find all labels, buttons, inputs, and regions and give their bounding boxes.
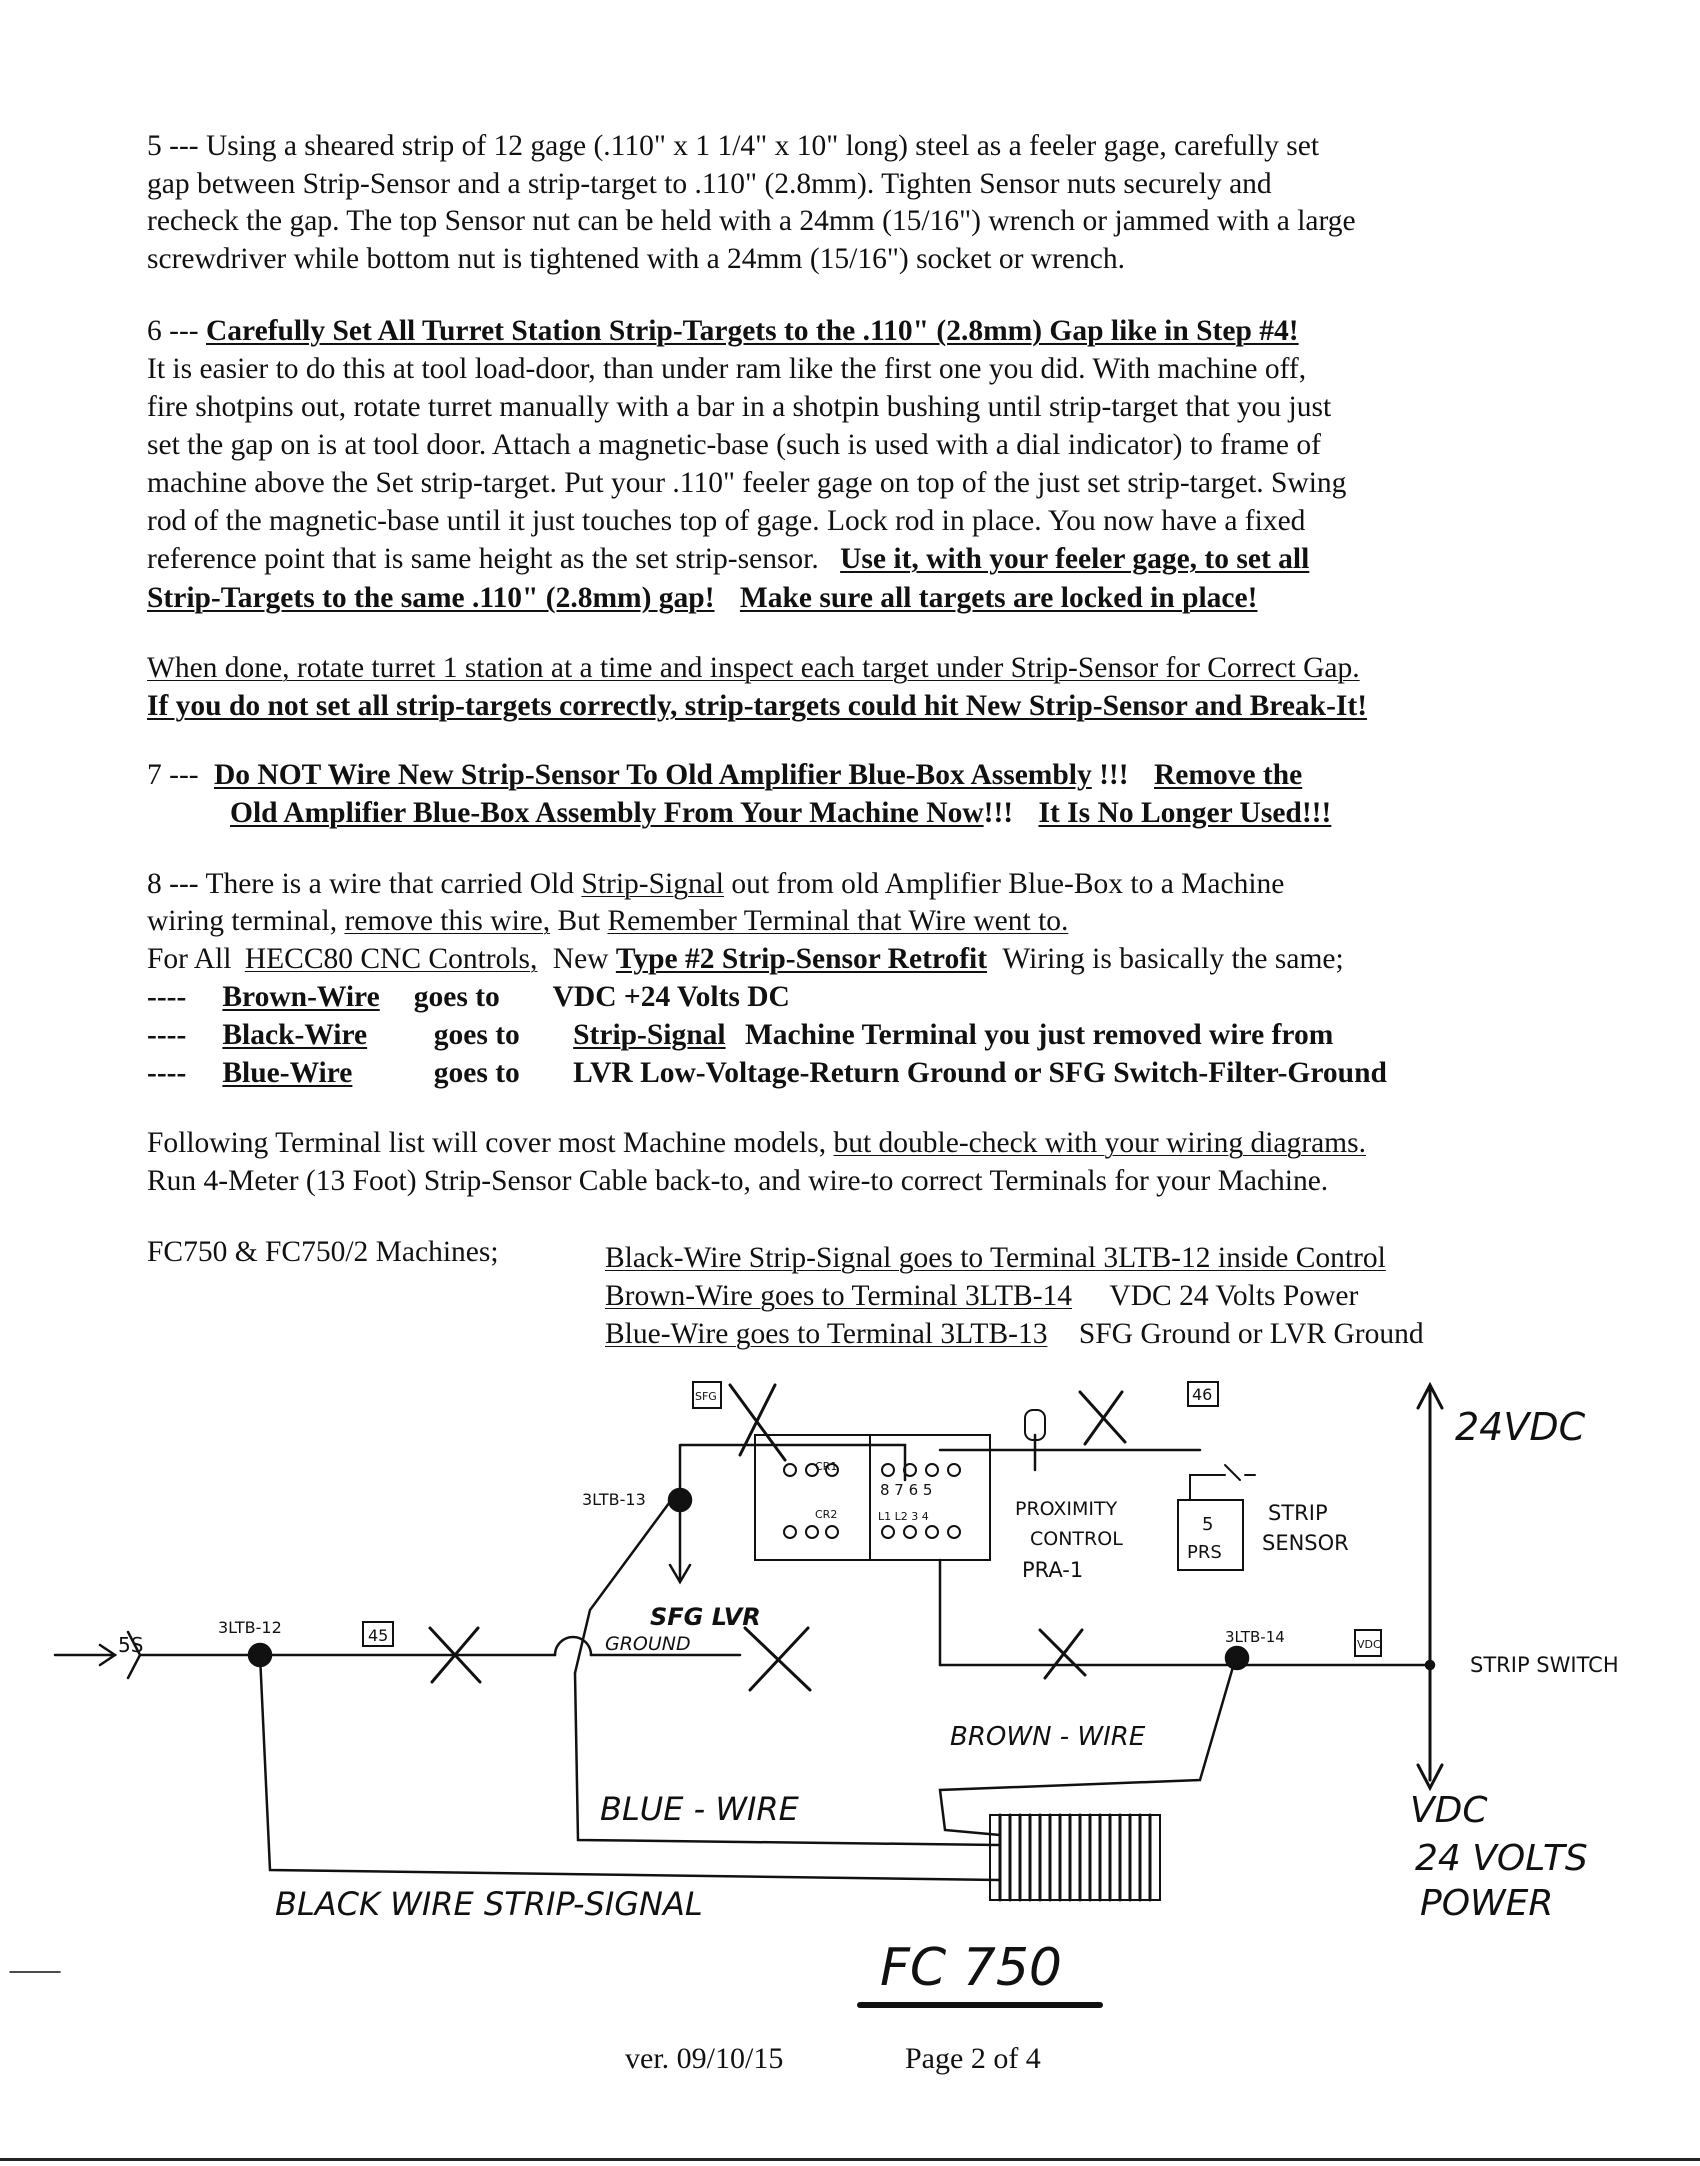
relay-pin [784, 1464, 796, 1476]
step6-line7-emphasis-b: Make sure all targets are locked in place! [739, 582, 1258, 614]
black-wire [260, 1655, 1000, 1880]
step8-line3-e: Wiring is basically the same; [1002, 943, 1344, 975]
prs-number: 5 [1202, 1514, 1214, 1535]
step6-heading: Carefully Set All Turret Station Strip-Targets to the .110" (2.8mm) Gap like in Step #4! [205, 315, 1299, 347]
terminal-pin [904, 1526, 916, 1538]
terminals-line1-a: Following Terminal list will cover most Machine models, [147, 1127, 827, 1159]
fc750-blue-row [605, 1316, 1424, 1352]
terminal-pin [948, 1464, 960, 1476]
done-line1: When done, rotate turret 1 station at a time and inspect each target under Strip-Sensor for Correct Gap. [147, 652, 1360, 684]
terminal-pin [882, 1464, 894, 1476]
strip-sensor-label-1: STRIP [1268, 1501, 1328, 1525]
wire-row-dest: VDC +24 Volts DC [552, 981, 790, 1013]
proximity-label: PROXIMITY [1015, 1498, 1118, 1520]
step8-line1 [147, 866, 1284, 902]
cut-mark-icon [745, 1628, 810, 1690]
step6-line4: machine above the Set strip-target. Put your .110" feeler gage on top of the just set strip-target. Swing [147, 467, 1347, 499]
done-line2: If you do not set all strip-targets correctly, strip-targets could hit New Strip-Sensor and Break-It! [147, 690, 1368, 722]
step8-line2 [147, 903, 1068, 939]
step6-line7 [147, 580, 1257, 616]
sensor-cable-coil [990, 1815, 1160, 1900]
sfg-wire [680, 1445, 905, 1500]
step8-remove-wire: remove this wire, [344, 905, 551, 937]
step8-hecc80: HECC80 CNC Controls, [244, 943, 538, 975]
sfg-lvr-label: SFG LVR [650, 1603, 761, 1631]
terminal-3ltb13-label: 3LTB-13 [582, 1490, 646, 1509]
step6-number: 6 --- [147, 315, 199, 347]
fc750-brown-desc: VDC 24 Volts Power [1109, 1280, 1359, 1312]
step5-line3: recheck the gap. The top Sensor nut can be held with a 24mm (15/16") wrench or jammed with a large [147, 205, 1356, 237]
step8-line1-c: out from old Amplifier Blue-Box to a Machine [731, 868, 1285, 900]
cut-mark-icon [1080, 1392, 1125, 1444]
step6-heading-line [147, 313, 1299, 349]
step7-no-longer-used: It Is No Longer Used!!! [1038, 797, 1332, 829]
step6-line7-emphasis-a: Strip-Targets to the same .110" (2.8mm) gap! [147, 582, 715, 614]
terminal-pin [926, 1526, 938, 1538]
wire-row-dash: ---- [147, 1019, 187, 1051]
wire-row-dash: ---- [147, 981, 187, 1013]
fc750-blue-desc: SFG Ground or LVR Ground [1078, 1318, 1424, 1350]
terminal-3ltb13-dot [669, 1489, 691, 1511]
pins-top-label: 8 7 6 5 [880, 1481, 933, 1499]
step7-warning: Do NOT Wire New Strip-Sensor To Old Amplifier Blue-Box Assembly [213, 759, 1092, 791]
sensor-switch-icon [1190, 1465, 1255, 1500]
step7-number: 7 --- [147, 759, 199, 791]
step8-line1-a: 8 --- There is a wire that carried Old [147, 868, 575, 900]
step5-line4: screwdriver while bottom nut is tightened with a 24mm (15/16") socket or wrench. [147, 243, 1125, 275]
control-label: CONTROL [1030, 1528, 1123, 1550]
vdc-box-label: VDC [1357, 1638, 1381, 1651]
terminals-double-check: but double-check with your wiring diagrams. [833, 1127, 1366, 1159]
wire-row-wire: Brown-Wire [222, 981, 380, 1013]
strip-switch-label: STRIP SWITCH [1470, 1653, 1619, 1677]
step7-exclaim: !!! [1099, 759, 1129, 791]
junction-dot [1426, 1661, 1434, 1669]
terminal-pin [926, 1464, 938, 1476]
fc750-brown-wire: Brown-Wire goes to Terminal 3LTB-14 [605, 1280, 1073, 1312]
coil-windings [1000, 1815, 1150, 1900]
input-arrow-icon [55, 1645, 115, 1665]
cut-mark-icon [730, 1385, 785, 1460]
cr2-label: CR2 [815, 1508, 838, 1521]
step8-line2-c: But [557, 905, 601, 937]
wire-row-wire: Blue-Wire [222, 1057, 353, 1089]
fc750-label: FC750 & FC750/2 Machines; [147, 1236, 499, 1268]
wire-row-blue [147, 1055, 1387, 1091]
vdc24-label: 24VDC [1455, 1405, 1586, 1449]
step6-line6 [147, 541, 1309, 577]
step8-line3-c: New [552, 943, 609, 975]
strip-sensor-label-2: SENSOR [1262, 1531, 1349, 1555]
wire-crossover-icon [555, 1637, 591, 1655]
relay-box-cr [755, 1435, 870, 1560]
step8-strip-signal: Strip-Signal [581, 868, 724, 900]
pins-bottom-label: L1 L2 3 4 [878, 1510, 929, 1523]
footer-page: Page 2 of 4 [905, 2042, 1041, 2075]
step8-remember-terminal: Remember Terminal that Wire went to. [607, 905, 1069, 937]
black-wire-label: BLACK WIRE STRIP-SIGNAL [275, 1885, 703, 1923]
terminal-3ltb14-label: 3LTB-14 [1225, 1628, 1285, 1646]
step8-line3-a: For All [147, 943, 232, 975]
step8-type2: Type #2 Strip-Sensor Retrofit [615, 943, 988, 975]
fc750-brown-row [605, 1278, 1358, 1314]
wire-row-dash: ---- [147, 1057, 187, 1089]
input-label: 5S [118, 1633, 144, 1657]
step6-line6-text: reference point that is same height as the set strip-sensor. [147, 543, 819, 575]
step5-line2: gap between Strip-Sensor and a strip-target to .110" (2.8mm). Tighten Sensor nuts securely and [147, 168, 1272, 200]
terminals-line2: Run 4-Meter (13 Foot) Strip-Sensor Cable back-to, and wire-to correct Terminals for your Machine. [147, 1165, 1329, 1197]
step6-line2: fire shotpins out, rotate turret manually with a bar in a shotpin bushing until strip-target that you just [147, 391, 1332, 423]
step6-line3: set the gap on is at tool door. Attach a magnetic-base (such is used with a dial indicator) to frame of [147, 429, 1321, 461]
wire-row-goes: goes to [433, 1019, 520, 1051]
relay-pin [826, 1526, 838, 1538]
wire-row-goes: goes to [433, 1057, 520, 1089]
box-46-label: 46 [1192, 1385, 1213, 1404]
step6-line5: rod of the magnetic-base until it just touches top of gage. Lock rod in place. You now have a fixed [147, 505, 1306, 537]
step6-line1: It is easier to do this at tool load-door, than under ram like the first one you did. With machine off, [147, 353, 1307, 385]
step6-line6-emphasis: Use it, with your feeler gage, to set all [840, 543, 1310, 575]
sfg-box-label: SFG [695, 1390, 717, 1403]
terminal-3ltb12-label: 3LTB-12 [218, 1618, 282, 1637]
step7-exclaim2: !!! [983, 797, 1014, 829]
terminal-pin [948, 1526, 960, 1538]
wiring-diagram [0, 1360, 1700, 2060]
blue-wire-label: BLUE - WIRE [600, 1790, 799, 1828]
ground-arrow-icon [670, 1510, 690, 1582]
step8-line3 [147, 941, 1344, 977]
fc750-black-wire: Black-Wire Strip-Signal goes to Terminal 3LTB-12 inside Control [605, 1242, 1386, 1274]
bottom-scan-edge [0, 2158, 1700, 2161]
ground-label: GROUND [605, 1633, 691, 1655]
fc750-blue-wire: Blue-Wire goes to Terminal 3LTB-13 [605, 1318, 1048, 1350]
brown-wire-label: BROWN - WIRE [950, 1722, 1146, 1752]
step7-line2 [230, 795, 1331, 831]
step5-line1: 5 --- Using a sheared strip of 12 gage (.110" x 1 1/4" x 10" long) steel as a feeler gage, carefully set [147, 130, 1320, 162]
step7-line1 [147, 757, 1302, 793]
pra1-label: PRA-1 [1022, 1558, 1084, 1582]
wire-row-black [147, 1017, 1333, 1053]
cut-mark-icon [1040, 1630, 1085, 1678]
step8-line2-a: wiring terminal, [147, 905, 338, 937]
wire-row-dest: LVR Low-Voltage-Return Ground or SFG Switch-Filter-Ground [573, 1057, 1387, 1089]
relay-pin [806, 1526, 818, 1538]
power-label: POWER [1420, 1883, 1554, 1924]
prs-label: PRS [1187, 1542, 1222, 1563]
wire-row-wire: Black-Wire [222, 1019, 368, 1051]
footer-version: ver. 09/10/15 [625, 2042, 784, 2075]
volts-label: 24 VOLTS [1415, 1838, 1588, 1879]
cr1-label: CR1 [815, 1460, 838, 1473]
wire-row-goes: goes to [413, 981, 500, 1013]
vdc-label: VDC [1410, 1790, 1488, 1831]
terminals-line1 [147, 1125, 1366, 1161]
model-label: FC 750 [880, 1938, 1062, 1998]
step7-old-amplifier: Old Amplifier Blue-Box Assembly From Your Machine Now [230, 797, 984, 829]
relay-pin [784, 1526, 796, 1538]
terminal-pin [882, 1526, 894, 1538]
wire-row-dest: Machine Terminal you just removed wire from [744, 1019, 1334, 1051]
wire-row-dest-underlined: Strip-Signal [573, 1019, 726, 1051]
box-45-label: 45 [368, 1626, 389, 1645]
step7-remove: Remove the [1153, 759, 1303, 791]
wire-row-brown [147, 979, 790, 1015]
